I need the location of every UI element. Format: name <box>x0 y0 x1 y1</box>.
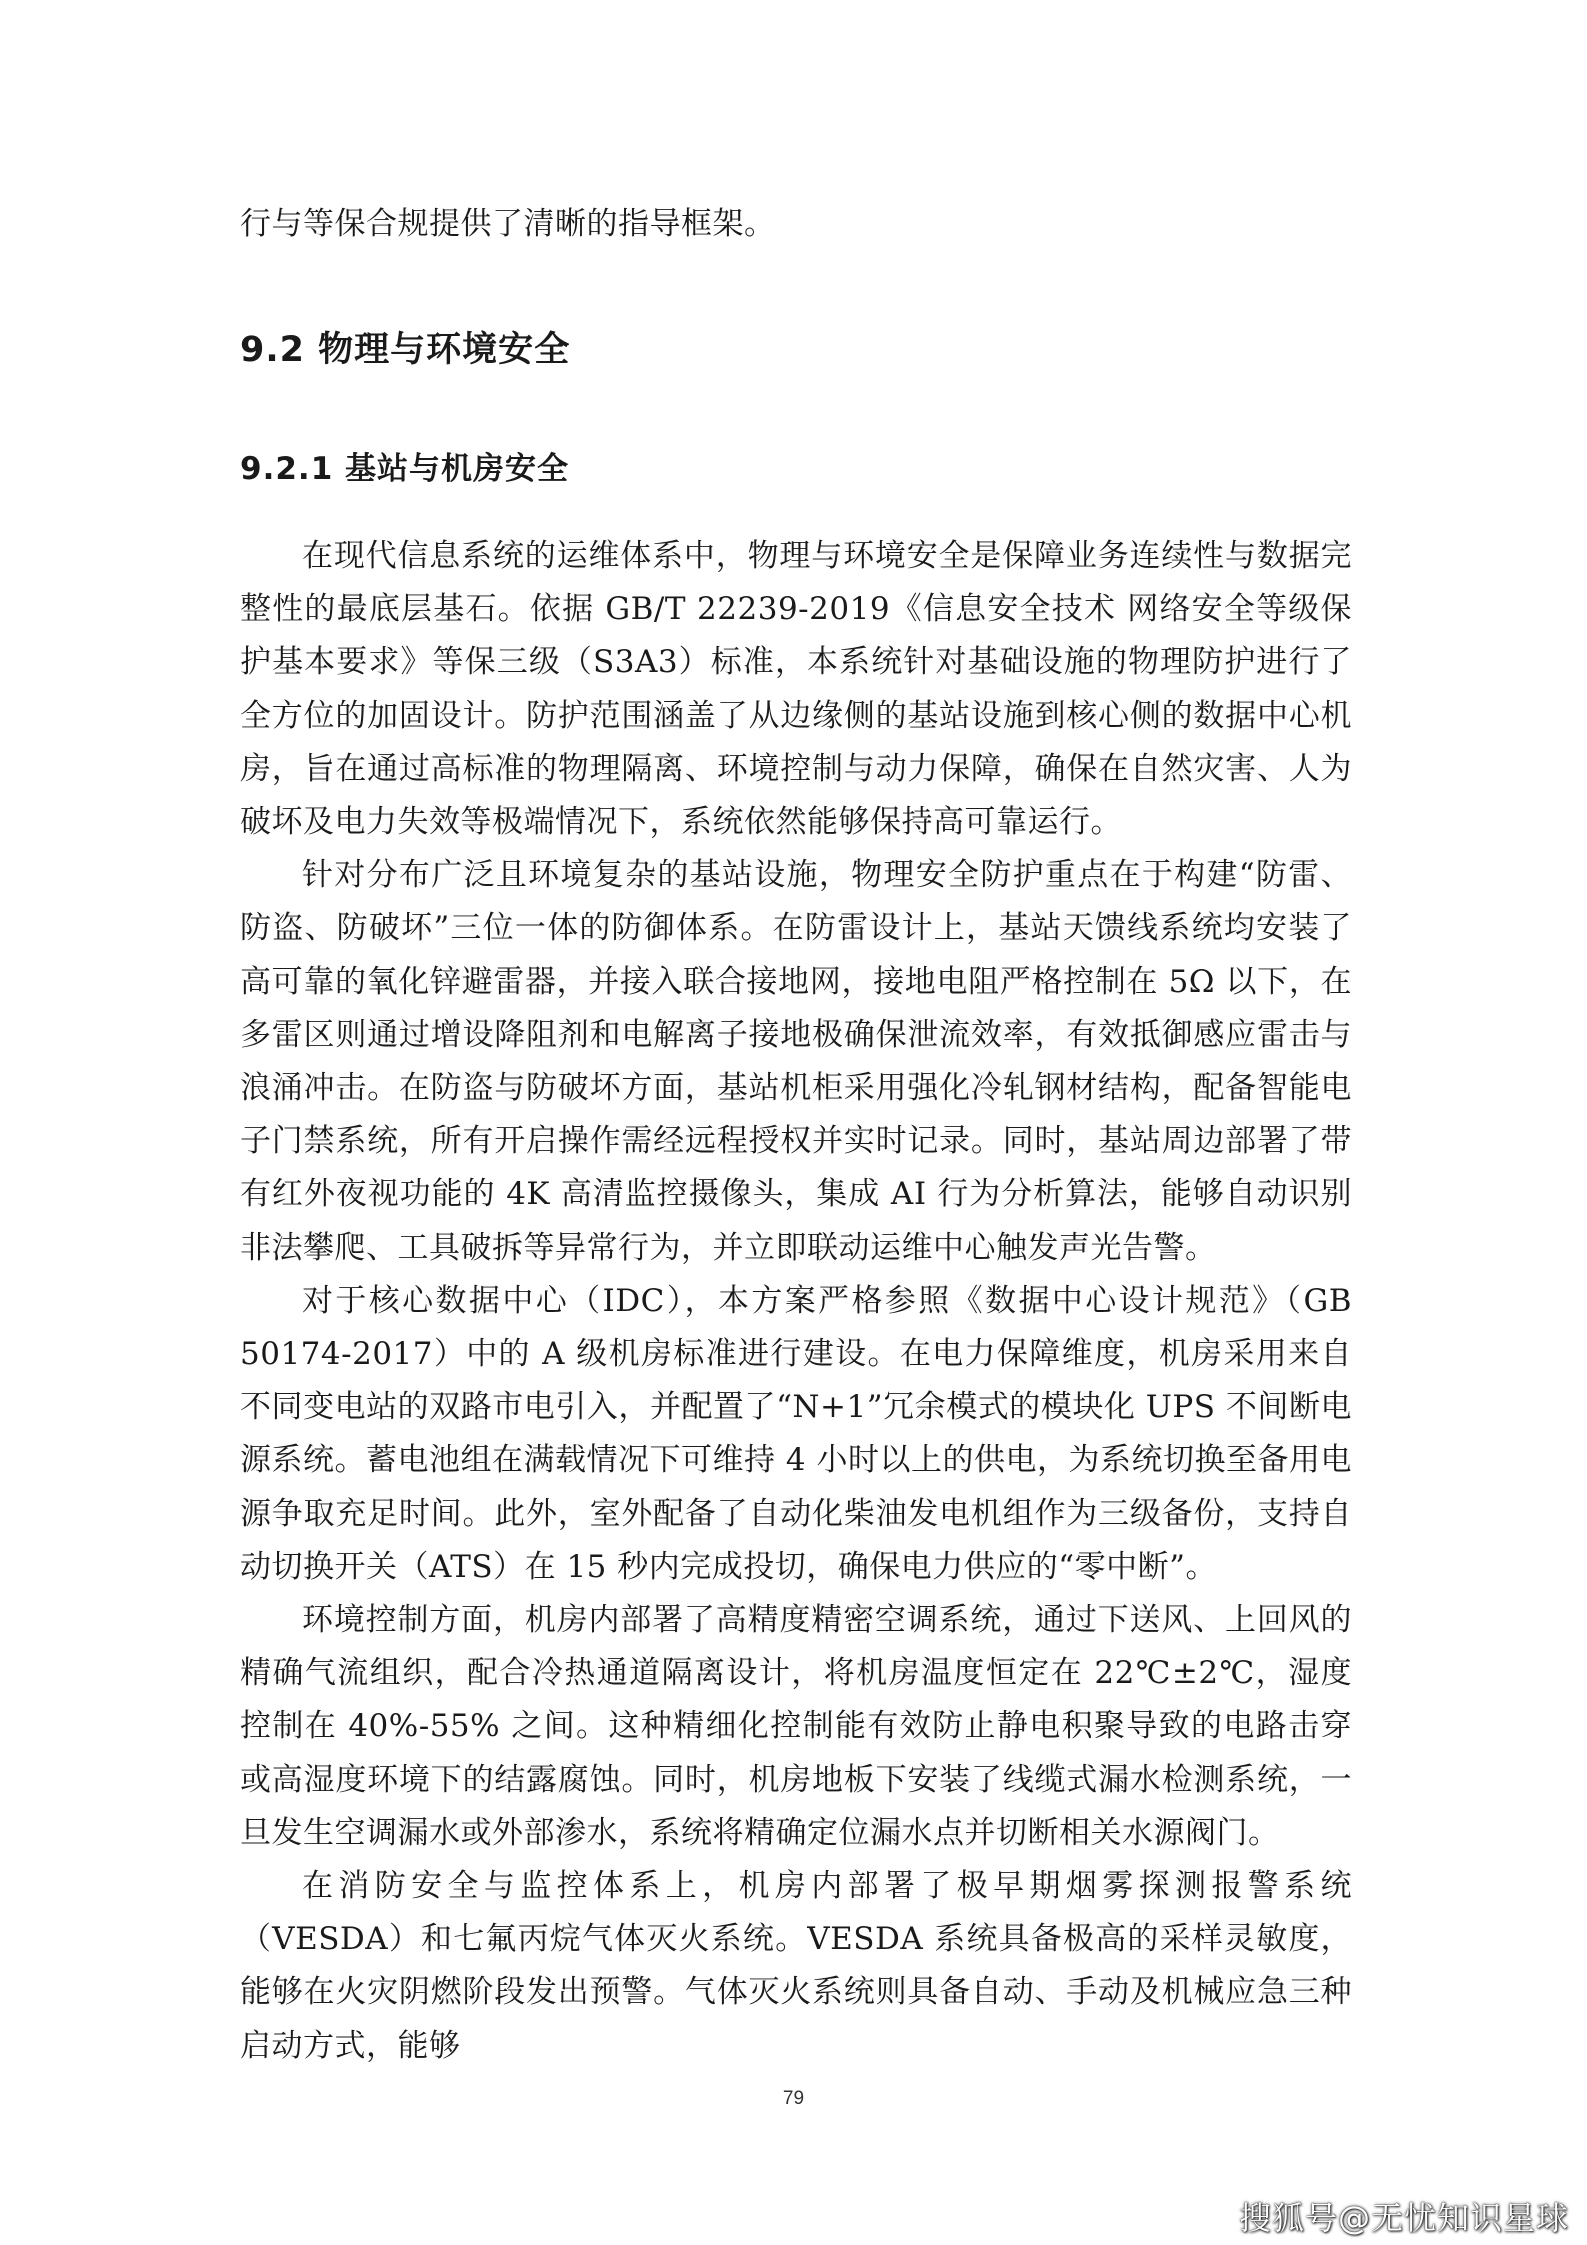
subsection-heading: 9.2.1 基站与机房安全 <box>240 451 570 487</box>
section-heading: 9.2 物理与环境安全 <box>240 330 571 370</box>
paragraph-3: 对于核心数据中心（IDC），本方案严格参照《数据中心设计规范》（GB 50174-2017）中的 A 级机房标准进行建设。在电力保障维度，机房采用来自不同变电站的双路市电引入，并配置了“N+1”冗余模式的模块化 UPS 不间断电源系统。蓄电池组在满载情况下可维持 4 小时以上的供电，为系统切换至备用电源争取充足时间。此外，室外配备了自动化柴油发电机组作为三级备份，支持自动切换开关（ATS）在 15 秒内完成投切，确保电力供应的“零中断”。 <box>240 1282 1352 1585</box>
paragraph-4: 环境控制方面，机房内部署了高精度精密空调系统，通过下送风、上回风的精确气流组织，配合冷热通道隔离设计，将机房温度恒定在 22℃±2℃，湿度控制在 40%-55% 之间。这种精细化控制能有效防止静电积聚导致的电路击穿或高湿度环境下的结露腐蚀。同时，机房地板下安装了线缆式漏水检测系统，一旦发生空调漏水或外部渗水，系统将精确定位漏水点并切断相关水源阀门。 <box>240 1602 1352 1851</box>
paragraph-1: 在现代信息系统的运维体系中，物理与环境安全是保障业务连续性与数据完整性的最底层基石。依据 GB/T 22239-2019《信息安全技术 网络安全等级保护基本要求》等保三级（S3A3）标准，本系统针对基础设施的物理防护进行了全方位的加固设计。防护范围涵盖了从边缘侧的基站设施到核心侧的数据中心机房，旨在通过高标准的物理隔离、环境控制与动力保障，确保在自然灾害、人为破坏及电力失效等极端情况下，系统依然能够保持高可靠运行。 <box>240 538 1352 841</box>
body-text <box>240 530 1352 2073</box>
continuation-block <box>240 198 1352 251</box>
continuation-line: 行与等保合规提供了清晰的指导框架。 <box>240 206 776 242</box>
paragraph-5: 在消防安全与监控体系上，机房内部署了极早期烟雾探测报警系统（VESDA）和七氟丙烷气体灭火系统。VESDA 系统具备极高的采样灵敏度，能够在火灾阴燃阶段发出预警。气体灭火系统则具备自动、手动及机械应急三种启动方式，能够 <box>240 1868 1352 2064</box>
page-number: 79 <box>782 2088 805 2109</box>
watermark: 搜狐号@无忧知识星球 <box>1238 2199 1569 2237</box>
paragraph-2: 针对分布广泛且环境复杂的基站设施，物理安全防护重点在于构建“防雷、防盗、防破坏”三位一体的防御体系。在防雷设计上，基站天馈线系统均安装了高可靠的氧化锌避雷器，并接入联合接地网，接地电阻严格控制在 5Ω 以下，在多雷区则通过增设降阻剂和电解离子接地极确保泄流效率，有效抵御感应雷击与浪涌冲击。在防盗与防破坏方面，基站机柜采用强化冷轧钢材结构，配备智能电子门禁系统，所有开启操作需经远程授权并实时记录。同时，基站周边部署了带有红外夜视功能的 4K 高清监控摄像头，集成 AI 行为分析算法，能够自动识别非法攀爬、工具破拆等异常行为，并立即联动运维中心触发声光告警。 <box>240 857 1352 1266</box>
